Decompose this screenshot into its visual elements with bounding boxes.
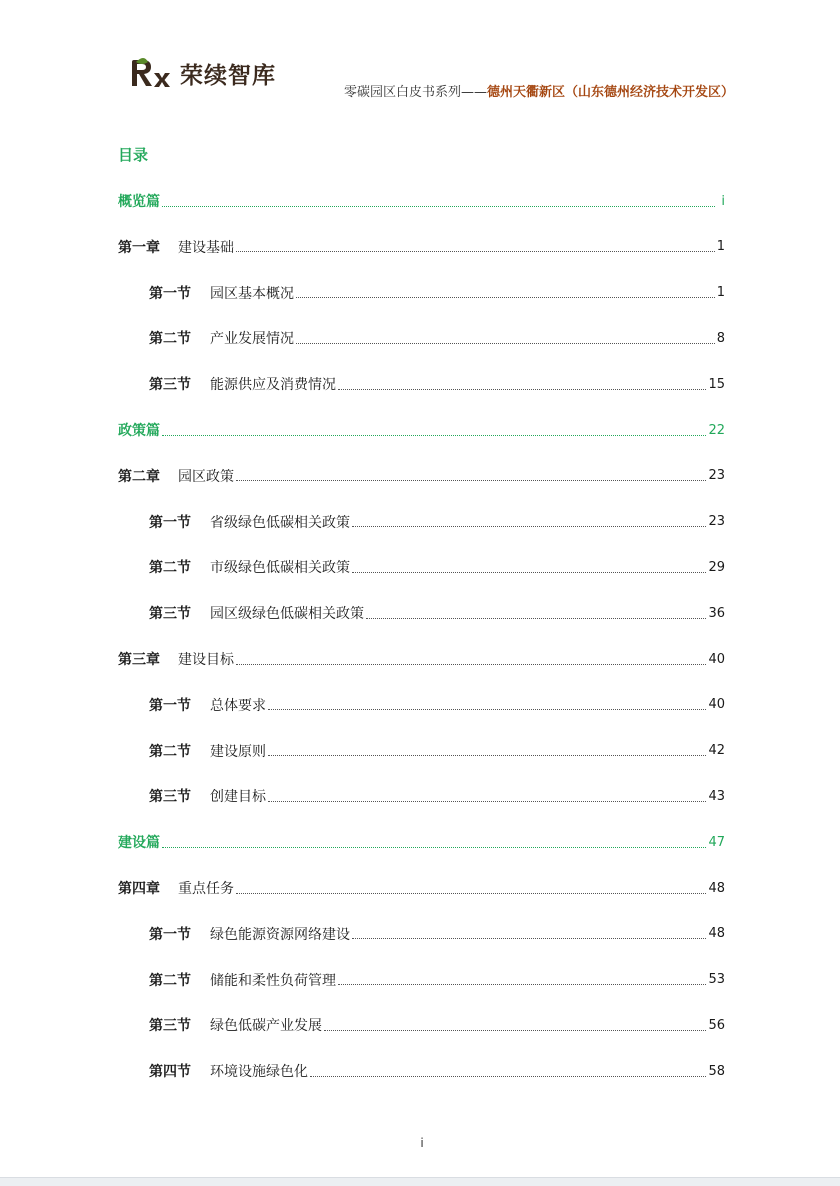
toc-page-number: 15 [708, 376, 725, 392]
toc-entry-chapter[interactable] [118, 644, 725, 674]
toc-entry-section[interactable] [149, 690, 725, 720]
toc-entry-number: 第二节 [149, 743, 191, 760]
toc-entry-title: 储能和柔性负荷管理 [210, 972, 336, 989]
toc-page-number: 23 [708, 468, 725, 484]
toc-entry-title: 建设目标 [178, 652, 234, 668]
toc-page-number: 40 [708, 697, 725, 713]
toc-dot-leader [236, 893, 706, 894]
toc-entry-title: 环境设施绿色化 [210, 1064, 308, 1081]
toc-entry-label [149, 603, 364, 623]
toc-page-number: 42 [708, 743, 725, 759]
toc-entry-title: 重点任务 [178, 881, 234, 897]
toc-page-number: 23 [708, 514, 725, 530]
toc-entry-title: 园区政策 [178, 468, 234, 485]
toc-page-number: 53 [708, 972, 725, 988]
toc-entry-label [149, 1061, 308, 1081]
toc-entry-number: 第一节 [149, 697, 191, 714]
logo-text: 荣续智库 [180, 62, 276, 89]
toc-entry-label [118, 191, 160, 211]
toc-page-number: 48 [708, 926, 725, 942]
toc-entry-number: 第三节 [149, 1018, 191, 1035]
toc-dot-leader [352, 938, 706, 939]
toc-dot-leader [296, 343, 715, 344]
toc-entry-number: 第二章 [118, 468, 160, 485]
toc-entry-number: 第一章 [118, 239, 160, 256]
toc-entry-section[interactable] [149, 507, 725, 537]
toc-page-number: 43 [708, 788, 725, 804]
toc-dot-leader [324, 1030, 706, 1031]
toc-entry-title: 能源供应及消费情况 [210, 377, 336, 394]
toc-dot-leader [162, 206, 715, 207]
toc-heading: 目录 [118, 146, 149, 164]
toc-dot-leader [236, 480, 706, 481]
logo-icon [128, 56, 174, 90]
toc-entry-section[interactable] [149, 598, 725, 628]
toc-entry-title: 概览篇 [118, 194, 160, 210]
toc-entry-label [149, 695, 266, 715]
toc-entry-number: 第二节 [149, 331, 191, 348]
toc-entry-section[interactable] [149, 278, 725, 308]
toc-entry-number: 第一节 [149, 514, 191, 531]
logo [128, 56, 276, 90]
toc-entry-number: 第三章 [118, 652, 160, 668]
toc-entry-part[interactable] [118, 186, 725, 216]
toc-dot-leader [268, 755, 706, 756]
toc-entry-number: 第三节 [149, 789, 191, 806]
toc-entry-label [118, 420, 160, 440]
toc-entry-title: 政策篇 [118, 423, 160, 439]
toc-entry-title: 建设原则 [210, 743, 266, 760]
toc-entry-number: 第一节 [149, 926, 191, 943]
toc-entry-label [149, 1015, 322, 1035]
toc-entry-label [149, 328, 294, 348]
toc-entry-title: 创建目标 [210, 789, 266, 806]
toc-entry-label [118, 466, 234, 486]
toc-entry-section[interactable] [149, 1010, 725, 1040]
toc-entry-label [118, 832, 160, 852]
toc-entry-title: 绿色低碳产业发展 [210, 1018, 322, 1035]
toc-dot-leader [338, 389, 706, 390]
toc-entry-section[interactable] [149, 369, 725, 399]
toc-entry-title: 建设篇 [118, 835, 160, 852]
toc-entry-section[interactable] [149, 323, 725, 353]
toc-dot-leader [268, 801, 706, 802]
page-number: i [420, 1136, 424, 1150]
toc-entry-number: 第三节 [149, 606, 191, 623]
toc-page-number: 8 [716, 330, 725, 346]
toc-dot-leader [236, 664, 706, 665]
toc-entry-label [149, 374, 336, 394]
toc-entry-number: 第二节 [149, 560, 191, 577]
toc-page-number: 58 [708, 1063, 725, 1079]
toc-entry-section[interactable] [149, 781, 725, 811]
page-header [0, 0, 840, 120]
toc-page-number: 47 [708, 834, 725, 850]
toc-entry-label [118, 237, 234, 257]
toc-entry-title: 总体要求 [210, 697, 266, 714]
toc-entry-title: 绿色能源资源网络建设 [210, 926, 350, 943]
toc-entry-number: 第一节 [149, 285, 191, 302]
toc-entry-title: 产业发展情况 [210, 331, 294, 348]
toc-entry-number: 第三节 [149, 377, 191, 394]
toc-page-number: 48 [708, 880, 725, 896]
toc-entry-section[interactable] [149, 736, 725, 766]
toc-entry-label [149, 741, 266, 761]
toc-entry-section[interactable] [149, 1056, 725, 1086]
toc-entry-chapter[interactable] [118, 873, 725, 903]
toc-dot-leader [162, 435, 706, 436]
toc-page-number: 29 [708, 559, 725, 575]
toc-entry-section[interactable] [149, 965, 725, 995]
toc-dot-leader [352, 526, 706, 527]
toc-entry-label [149, 512, 350, 532]
series-title [344, 81, 734, 100]
toc-entry-section[interactable] [149, 552, 725, 582]
toc-entry-label [149, 283, 294, 303]
toc-entry-label [149, 924, 350, 944]
toc-entry-label [149, 557, 350, 577]
toc-page-number: 1 [716, 285, 725, 301]
toc-entry-label [118, 649, 234, 669]
toc-page-number: 40 [708, 651, 725, 667]
toc-entry-part[interactable] [118, 415, 725, 445]
toc-entry-title: 市级绿色低碳相关政策 [210, 560, 350, 577]
toc-dot-leader [310, 1076, 706, 1077]
toc-dot-leader [268, 709, 706, 710]
toc-dot-leader [162, 847, 706, 848]
toc-entry-number: 第二节 [149, 972, 191, 989]
toc-page-number: 22 [708, 422, 725, 438]
toc-dot-leader [236, 251, 715, 252]
toc-page-number: 56 [708, 1017, 725, 1033]
toc-entry-title: 省级绿色低碳相关政策 [210, 514, 350, 531]
toc-entry-title: 园区基本概况 [210, 285, 294, 302]
toc-entry-title: 建设基础 [178, 239, 234, 256]
toc-entry-label [118, 878, 234, 898]
toc-entry-number: 第四节 [149, 1064, 191, 1081]
toc-entry-number: 第四章 [118, 881, 160, 897]
toc-page-number: i [721, 193, 725, 209]
toc-dot-leader [366, 618, 706, 619]
toc-entry-label [149, 970, 336, 990]
toc-dot-leader [352, 572, 706, 573]
toc-entry-label [149, 786, 266, 806]
toc-entry-chapter[interactable] [118, 461, 725, 491]
toc-entry-title: 园区级绿色低碳相关政策 [210, 606, 364, 623]
toc-entry-chapter[interactable] [118, 232, 725, 262]
toc-page-number: 1 [716, 239, 725, 255]
toc-dot-leader [338, 984, 706, 985]
toc-entry-part[interactable] [118, 827, 725, 857]
toc-dot-leader [296, 297, 715, 298]
toc-entry-section[interactable] [149, 919, 725, 949]
series-highlight: 德州天衢新区（山东德州经济技术开发区） [486, 85, 734, 100]
series-prefix: 零碳园区白皮书系列—— [343, 85, 487, 100]
toc-page-number: 36 [708, 605, 725, 621]
